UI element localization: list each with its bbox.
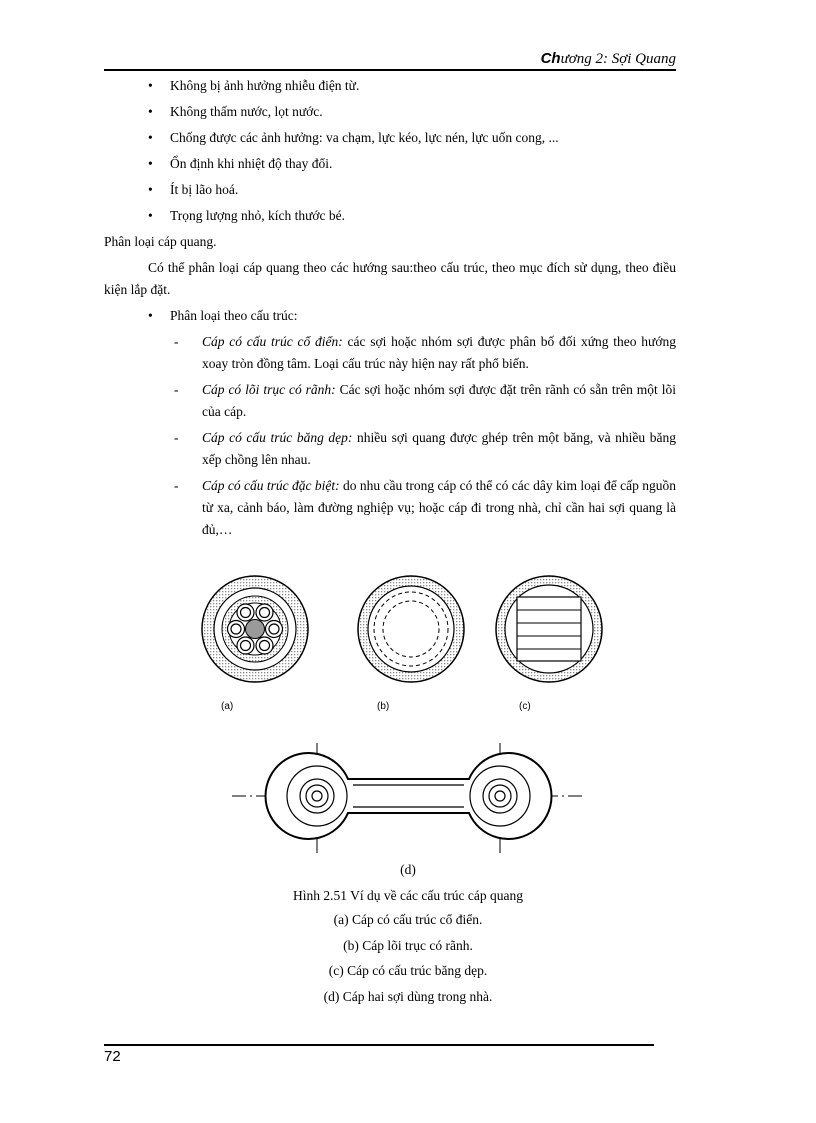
bullet-item: • Ít bị lão hoá. [104,179,676,201]
structure-text: do nhu cầu trong cáp có thể có các dây kim loại để cấp nguồn từ xa, cảnh báo, làm đường nghiệp vụ; hoặc cáp đi trong nhà, chỉ cần hai sợi quang là đủ,… [202,478,677,537]
cable-c-diagram [496,576,602,682]
cable-d-diagram [232,743,586,855]
figure-caption: (c) Cáp có cấu trúc băng dẹp. [328,963,488,978]
structure-text: nhiều sợi quang được ghép trên một băng, và nhiều băng xếp chồng lên nhau. [202,430,676,467]
structure-term: Cáp có lõi trục có rãnh: [202,382,336,397]
structure-term: Cáp có cấu trúc băng dẹp: [202,430,353,445]
figure-label-d: (d) [400,862,416,877]
figure-caption: (b) Cáp lõi trục có rãnh. [343,938,473,953]
chapter-prefix: Ch [540,50,561,67]
intro-paragraph: Có thể phân loại cáp quang theo các hướng sau:theo cấu trúc, theo mục đích sử dụng, theo điều kiện lắp đặt. [104,260,676,297]
bullet-item: • Ổn định khi nhiệt độ thay đổi. [104,153,676,175]
structure-term: Cáp có cấu trúc đặc biệt: [202,478,340,493]
figure-sublabel-b: (b) [377,701,390,712]
bullet-item: • Chống được các ảnh hưởng: va chạm, lực kéo, lực nén, lực uốn cong, ... [104,127,676,149]
structure-text: Các sợi hoặc nhóm sợi được đặt trên rãnh có sẵn trên một lõi của cáp. [202,382,676,419]
bullet-item: • Trọng lượng nhỏ, kích thước bé. [104,205,676,227]
figure-title: Hình 2.51 Ví dụ về các cấu trúc cáp quang [293,888,523,903]
figure-caption: (d) Cáp hai sợi dùng trong nhà. [323,989,493,1004]
figure-sublabel-a: (a) [221,701,234,712]
cable-a-diagram [202,576,308,682]
cable-b-diagram [358,576,464,682]
structure-term: Cáp có cấu trúc cổ điển: [202,334,343,349]
structure-text: các sợi hoặc nhóm sợi được phân bố đối xứng theo hướng xoay tròn đồng tâm. Loại cấu trúc này hiện nay rất phổ biến. [202,334,677,371]
section-heading: Phân loại cáp quang. [104,234,217,249]
chapter-title: ương 2: Sợi Quang [560,51,676,67]
structure-bullet: • Phân loại theo cấu trúc: [104,305,676,327]
page-number: 72 [104,1048,121,1065]
figure-sublabel-c: (c) [519,701,531,712]
figure-caption: (a) Cáp có cấu trúc cổ điển. [333,912,483,927]
bullet-item: • Không bị ảnh hưởng nhiễu điện từ. [104,75,676,97]
footer-rule [104,1044,654,1046]
bullet-item: • Không thấm nước, lọt nước. [104,101,676,123]
